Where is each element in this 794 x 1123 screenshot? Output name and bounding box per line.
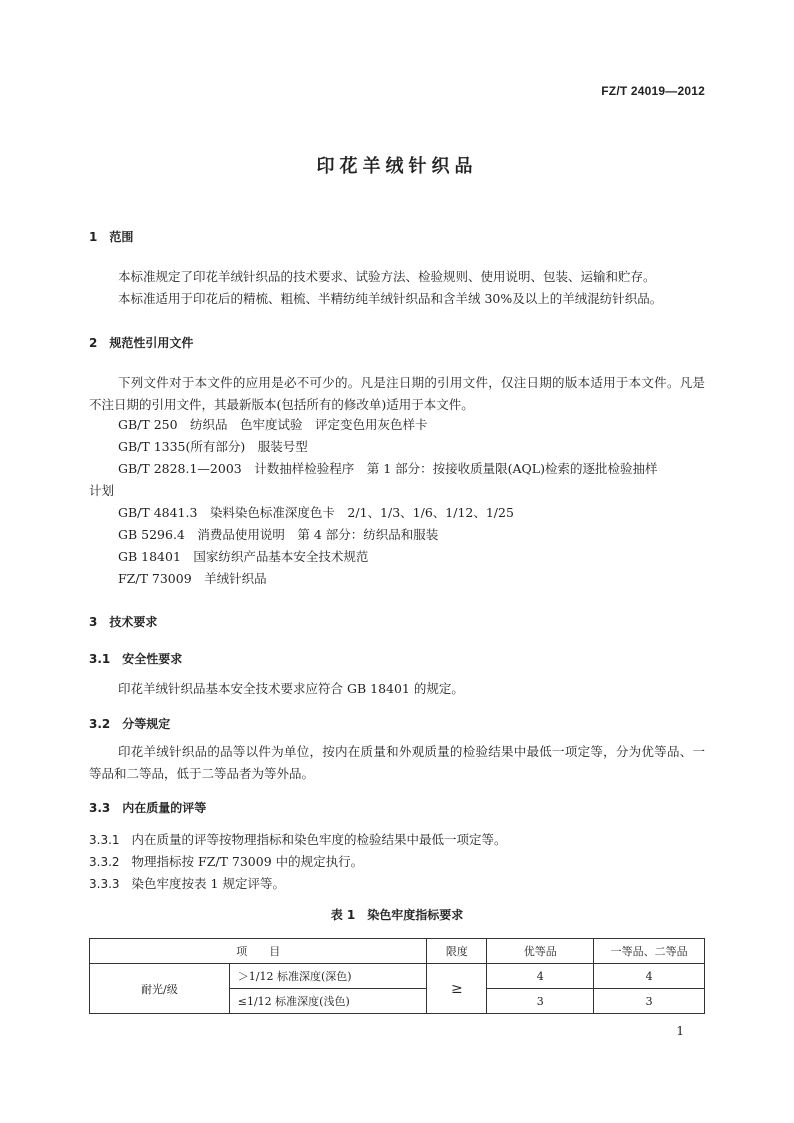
clause-number: 3.3.2 [89, 855, 120, 869]
clause-3-3-3 [89, 874, 285, 892]
document-title: 印花羊绒针织品 [316, 156, 478, 177]
subsection-number: 3.2 [89, 717, 111, 731]
subsection-number: 3.1 [89, 652, 111, 666]
reference-item: GB/T 4841.3 染料染色标准深度色卡 2/1、1/3、1/6、1/12、1/25 [118, 505, 514, 520]
standard-code: FZ/T 24019—2012 [601, 84, 705, 98]
section-title: 技术要求 [109, 615, 158, 629]
reference-item: GB/T 250 纺织品 色牢度试验 评定变色用灰色样卡 [118, 417, 428, 432]
header-superior: 优等品 [487, 939, 594, 964]
subsection-3-3-heading [89, 799, 206, 816]
header-first-second: 一等品、二等品 [594, 939, 705, 964]
section-number: 3 [89, 615, 98, 629]
superior-value: 3 [487, 989, 594, 1014]
first-second-value: 4 [594, 964, 705, 989]
reference-item-continuation: 计划 [89, 483, 115, 498]
section-3-heading [89, 613, 157, 630]
clause-number: 3.3.3 [89, 877, 120, 891]
first-second-value: 3 [594, 989, 705, 1014]
section-2-intro: 下列文件对于本文件的应用是必不可少的。凡是注日期的引用文件，仅注日期的版本适用于本文件。凡是不注日期的引用文件，其最新版本(包括所有的修改单)适用于本文件。 [89, 375, 705, 412]
subsection-number: 3.3 [89, 801, 111, 815]
clause-number: 3.3.1 [89, 833, 120, 847]
reference-item: GB/T 1335(所有部分) 服装号型 [118, 439, 308, 454]
reference-item: GB 18401 国家纺织产品基本安全技术规范 [118, 549, 369, 564]
section-title: 范围 [109, 230, 134, 244]
paragraph: 印花羊绒针织品的品等以件为单位，按内在质量和外观质量的检验结果中最低一项定等，分为优等品、一等品和二等品，低于二等品者为等外品。 [89, 744, 705, 781]
paragraph: 本标准规定了印花羊绒针织品的技术要求、试验方法、检验规则、使用说明、包装、运输和贮存。 [118, 269, 656, 284]
paragraph: 印花羊绒针织品基本安全技术要求应符合 GB 18401 的规定。 [118, 681, 464, 696]
reference-item: FZ/T 73009 羊绒针织品 [118, 571, 267, 586]
superior-value: 4 [487, 964, 594, 989]
limit-symbol: ≥ [427, 964, 487, 1014]
reference-item: GB 5296.4 消费品使用说明 第 4 部分：纺织品和服装 [118, 527, 439, 542]
subsection-title: 内在质量的评等 [122, 801, 207, 815]
section-2-heading [89, 334, 193, 351]
clause-text: 染色牢度按表 1 规定评等。 [131, 876, 285, 891]
subsection-title: 安全性要求 [122, 652, 183, 666]
table-1-title: 表 1 染色牢度指标要求 [330, 908, 464, 922]
section-number: 2 [89, 336, 98, 350]
paragraph: 本标准适用于印花后的精梳、粗梳、半精纺纯羊绒针织品和含羊绒 30%及以上的羊绒混纺针织品。 [118, 291, 663, 306]
clause-text: 内在质量的评等按物理指标和染色牢度的检验结果中最低一项定等。 [131, 832, 507, 847]
section-1-heading [89, 228, 133, 245]
reference-item: GB/T 2828.1—2003 计数抽样检验程序 第 1 部分：按接收质量限(AQL)检索的逐批检验抽样 [118, 461, 658, 476]
subsection-3-1-heading [89, 650, 182, 667]
table-row [90, 964, 705, 989]
header-limit: 限度 [427, 939, 487, 964]
subsection-3-2-heading [89, 715, 170, 732]
subsection-title: 分等规定 [122, 717, 171, 731]
header-item: 项 目 [90, 939, 427, 964]
clause-text: 物理指标按 FZ/T 73009 中的规定执行。 [131, 854, 364, 869]
section-title: 规范性引用文件 [109, 336, 194, 350]
clause-3-3-1 [89, 830, 507, 848]
table-header-row [90, 939, 705, 964]
color-fastness-table [89, 938, 705, 1014]
clause-3-3-2 [89, 852, 363, 870]
group-label: 耐光/级 [90, 964, 230, 1014]
section-number: 1 [89, 230, 98, 244]
page-number: 1 [676, 1024, 684, 1038]
condition-cell: ＞1/12 标准深度(深色) [229, 964, 427, 989]
condition-cell: ≤1/12 标准深度(浅色) [229, 989, 427, 1014]
